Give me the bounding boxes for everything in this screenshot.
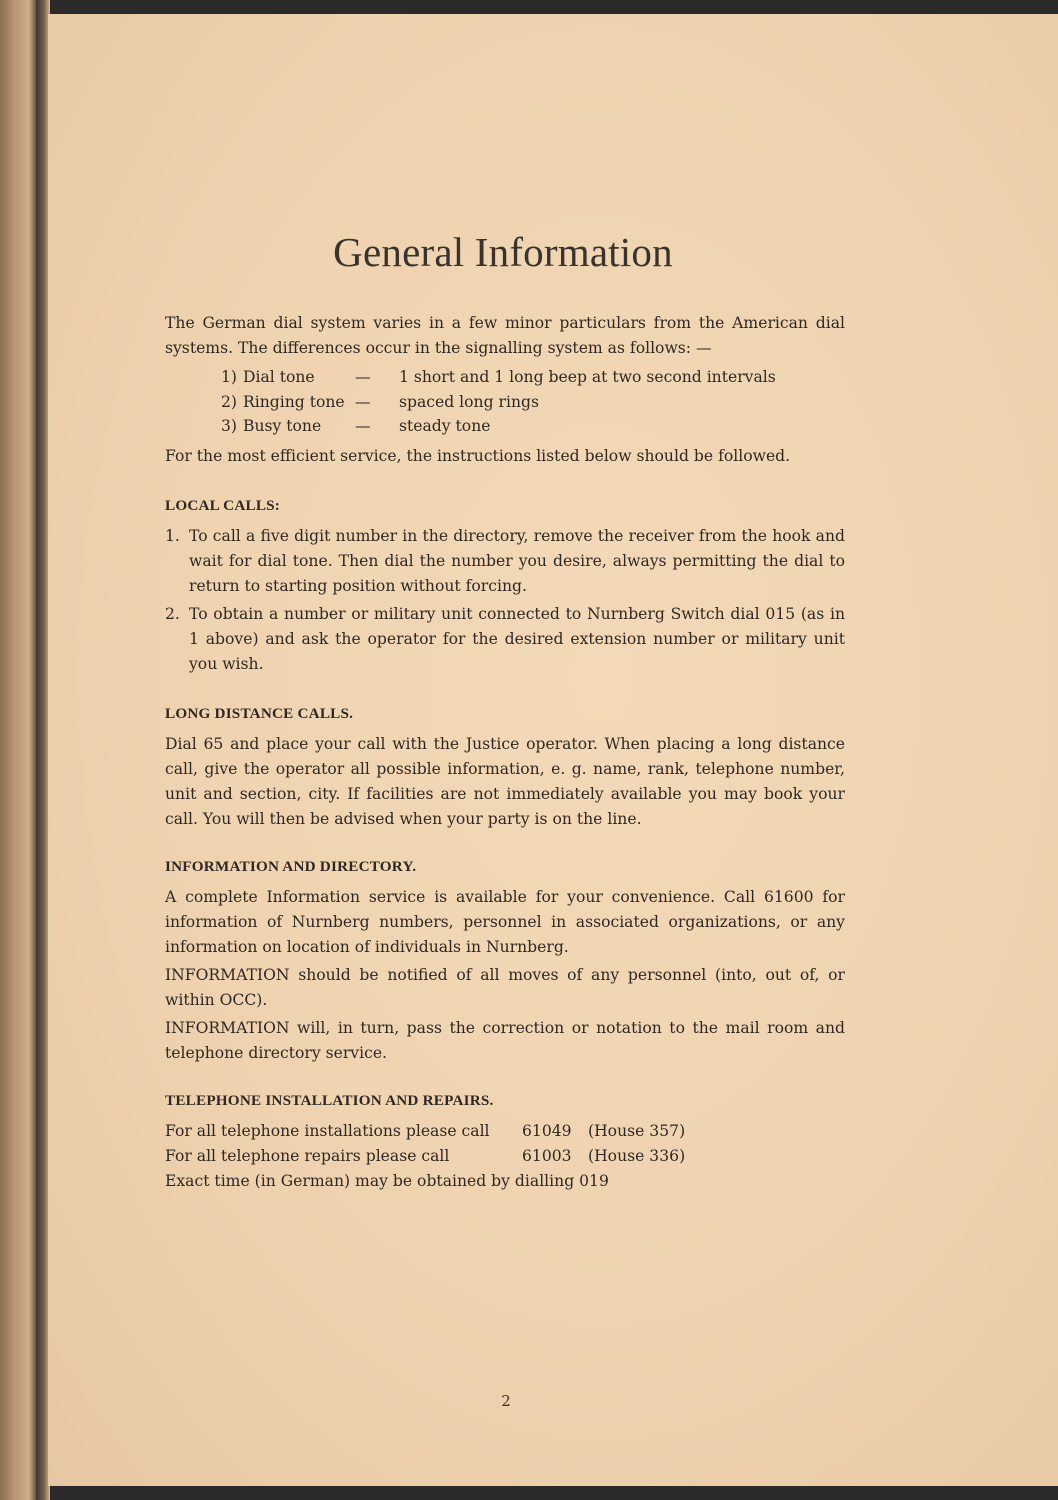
tone-dash: — (355, 368, 371, 386)
long-distance-text: Dial 65 and place your call with the Justice operator. When placing a long distance call, give the operator all possible information, e. g. name, rank, telephone number, unit and section, city. If facilities are not immediately available you may book your call. You will then be advised when your party is on the line. (165, 734, 845, 828)
tone-name: Dial tone (243, 368, 315, 386)
information-paragraph: INFORMATION should be notified of all moves of any personnel (into, out of, or within OCC). (165, 965, 845, 1009)
intro-paragraph: The German dial system varies in a few minor particulars from the American dial systems. The differences occur in the signalling system as follows: — (165, 314, 845, 357)
tone-row (221, 414, 845, 439)
list-item-number: 2. (165, 604, 180, 623)
list-item-text: To call a five digit number in the directory, remove the receiver from the hook and wait for dial tone. Then dial the number you desire, always permitting the dial to return to starting position without forcing. (189, 526, 845, 595)
tone-list (165, 365, 845, 439)
document-page (48, 14, 1058, 1486)
telephone-label: For all telephone installations please call (165, 1121, 490, 1140)
telephone-label: For all telephone repairs please call (165, 1146, 450, 1165)
facing-page-edge (0, 0, 36, 1500)
tone-number: 3) (221, 417, 238, 435)
telephone-house: (House 357) (588, 1121, 686, 1140)
tone-row (221, 390, 845, 415)
page-number: 2 (501, 1392, 511, 1410)
long-distance-heading: LONG DISTANCE CALLS. (165, 704, 354, 722)
tone-dash: — (355, 417, 371, 435)
information-paragraph: A complete Information service is available for your convenience. Call 61600 for information of Nurnberg numbers, personnel in associated organizations, or any information on location of individuals in Nurnberg. (165, 887, 845, 956)
information-heading: INFORMATION AND DIRECTORY. (165, 857, 417, 875)
information-paragraph: INFORMATION will, in turn, pass the correction or notation to the mail room and telephone directory service. (165, 1018, 845, 1062)
list-item-number: 1. (165, 526, 180, 545)
instructions-note: For the most efficient service, the instructions listed below should be followed. (165, 446, 791, 465)
tone-description: 1 short and 1 long beep at two second intervals (399, 368, 776, 386)
list-item (165, 524, 845, 599)
tone-dash: — (355, 392, 371, 411)
exact-time-note: Exact time (in German) may be obtained by dialling 019 (165, 1171, 609, 1190)
list-item (165, 602, 845, 677)
telephone-row (165, 1144, 845, 1169)
tone-number: 1) (221, 368, 238, 386)
tone-name: Ringing tone (243, 392, 345, 411)
local-calls-heading: LOCAL CALLS: (165, 496, 281, 514)
telephone-heading: TELEPHONE INSTALLATION AND REPAIRS. (165, 1091, 494, 1109)
tone-description: spaced long rings (399, 392, 540, 411)
tone-description: steady tone (399, 417, 491, 435)
telephone-row (165, 1119, 845, 1144)
tone-row (221, 365, 845, 390)
telephone-house: (House 336) (588, 1146, 686, 1165)
page-title: General Information (333, 229, 673, 275)
telephone-number: 61003 (522, 1146, 572, 1165)
content-column (165, 311, 845, 1194)
telephone-number: 61049 (522, 1121, 572, 1140)
list-item-text: To obtain a number or military unit connected to Nurnberg Switch dial 015 (as in 1 above) and ask the operator for the desired extension number or military unit you wish. (189, 604, 845, 673)
tone-name: Busy tone (243, 417, 322, 435)
tone-number: 2) (221, 392, 238, 411)
